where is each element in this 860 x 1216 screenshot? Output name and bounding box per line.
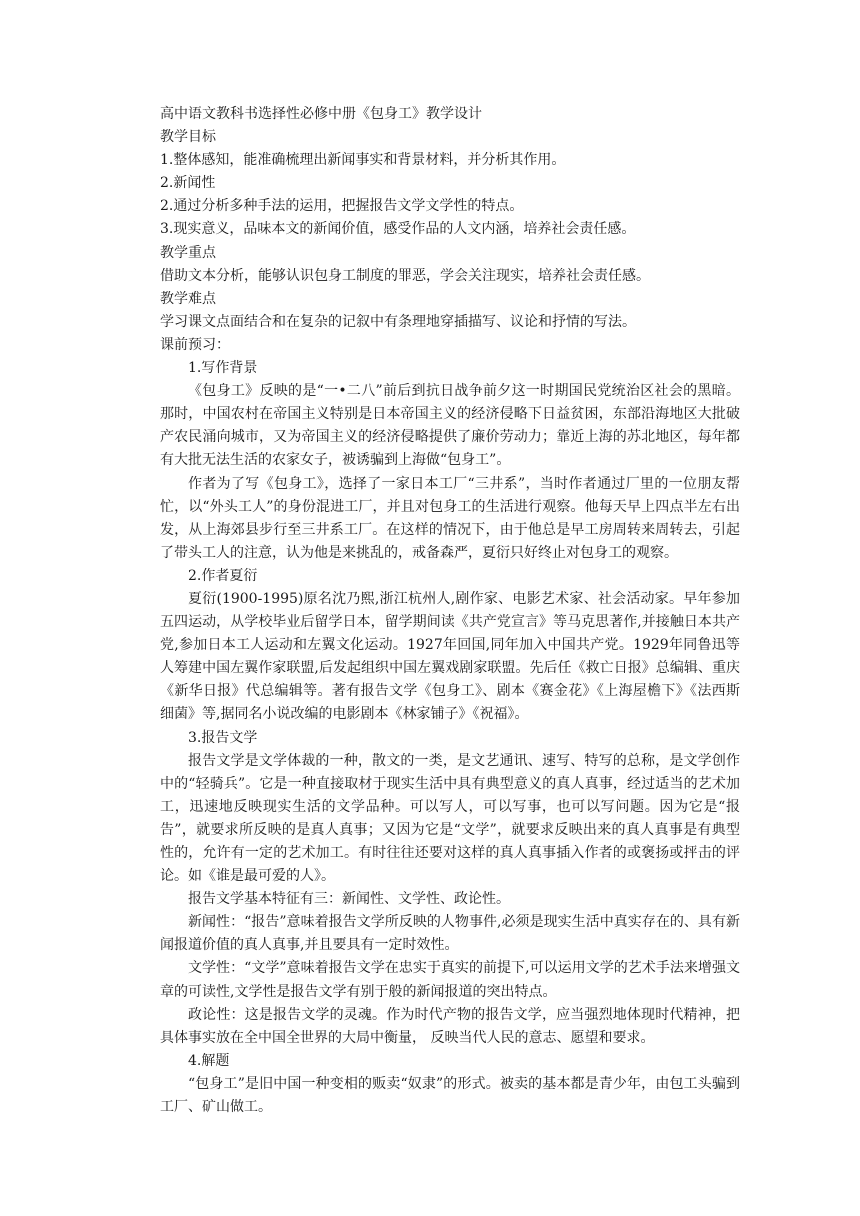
section-heading: 2.作者夏衍 [188, 567, 258, 584]
paragraph: 报告文学是文学体裁的一种，散文的一类，是文艺通讯、速写、特写的总称，是文学创作中的“轻骑兵”。它是一种直接取材于现实生活中具有典型意义的真人真事，经过适当的艺术加工，迅速地反映现实生活的文学品种。可以写人，可以写事，也可以写问题。因为它是“报告”，就要求所反映的是真人真事；又因为它是“文学”，就要求反映出来的真人真事是有典型性的，允许有一定的艺术加工。有时往往还要对这样的真人真事插入作者的或褒扬或抨击的评论。如《谁是最可爱的人》。 [160, 752, 740, 885]
key-text: 借助文本分析，能够认识包身工制度的罪恶，学会关注现实，培养社会责任感。 [160, 267, 650, 284]
key-heading: 教学重点 [160, 244, 216, 261]
paragraph: 《包身工》反映的是“一•二八”前后到抗日战争前夕这一时期国民党统治区社会的黑暗。那时，中国农村在帝国主义特别是日本帝国主义的经济侵略下日益贫困，东部沿海地区大批破产农民涌向城市，又为帝国主义的经济侵略提供了廉价劳动力；靠近上海的苏北地区，每年都有大批无法生活的农家女子，被诱骗到上海做“包身工”。 [160, 383, 740, 469]
paragraph: 报告文学基本特征有三：新闻性、文学性、政论性。 [188, 891, 510, 908]
difficulty-heading: 教学难点 [160, 290, 216, 307]
section-heading: 3.报告文学 [188, 729, 258, 746]
paragraph: 作者为了写《包身工》，选择了一家日本工厂“三井系”，当时作者通过厂里的一位朋友帮忙，以“外头工人”的身份混进工厂，并且对包身工的生活进行观察。他每天早上四点半左右出发，从上海郊县步行至三井系工厂。在这样的情况下，由于他总是早工房周转来周转去，引起了带头工人的注意，认为他是来挑乱的，戒备森严，夏衍只好终止对包身工的观察。 [160, 475, 740, 561]
goals-heading: 教学目标 [160, 129, 216, 146]
paragraph: 新闻性：“报告”意味着报告文学所反映的人物事件,必须是现实生活中真实存在的、具有新闻报道价值的真人真事,并且要具有一定时效性。 [160, 914, 740, 954]
paragraph: “包身工”是旧中国一种变相的贩卖“奴隶”的形式。被卖的基本都是青少年，由包工头骗到工厂、矿山做工。 [160, 1075, 740, 1116]
preview-heading: 课前预习： [160, 336, 230, 353]
paragraph: 文学性：“文学”意味着报告文学在忠实于真实的前提下,可以运用文学的艺术手法来增强文章的可读性,文学性是报告文学有别于般的新闻报道的突出特点。 [160, 960, 740, 1000]
difficulty-text: 学习课文点面结合和在复杂的记叙中有条理地穿插描写、议论和抒情的写法。 [160, 313, 636, 330]
goal-item: 2.通过分析多种手法的运用，把握报告文学文学性的特点。 [160, 198, 524, 215]
section-heading: 4.解题 [188, 1052, 230, 1069]
section-heading: 1.写作背景 [188, 360, 258, 377]
goal-label: 2.新闻性 [160, 175, 216, 192]
paragraph: 夏衍(1900-1995)原名沈乃熙,浙江杭州人,剧作家、电影艺术家、社会活动家。早年参加五四运动，从学校毕业后留学日本，留学期间读《共产党宣言》等马克思著作,并接触日本共产党,参加日本工人运动和左翼文化运动。1927年回国,同年加入中国共产党。1929年同鲁迅等人筹建中国左翼作家联盟,后发起组织中国左翼戏剧家联盟。先后任《救亡日报》总编辑、重庆《新华日报》代总编辑等。著有报告文学《包身工》、剧本《赛金花》《上海屋檐下》《法西斯细菌》等,据同名小说改编的电影剧本《林家铺子》《祝福》。 [160, 590, 740, 723]
document-page [160, 103, 740, 1119]
goal-item: 1.整体感知，能准确梳理出新闻事实和背景材料，并分析其作用。 [160, 152, 566, 169]
document-title: 高中语文教科书选择性必修中册《包身工》教学设计 [160, 106, 482, 122]
paragraph: 政论性：这是报告文学的灵魂。作为时代产物的报告文学，应当强烈地体现时代精神，把具体事实放在全中国全世界的大局中衡量， 反映当代人民的意志、愿望和要求。 [160, 1006, 740, 1046]
goal-item: 3.现实意义，品味本文的新闻价值，感受作品的人文内涵，培养社会责任感。 [160, 221, 636, 238]
